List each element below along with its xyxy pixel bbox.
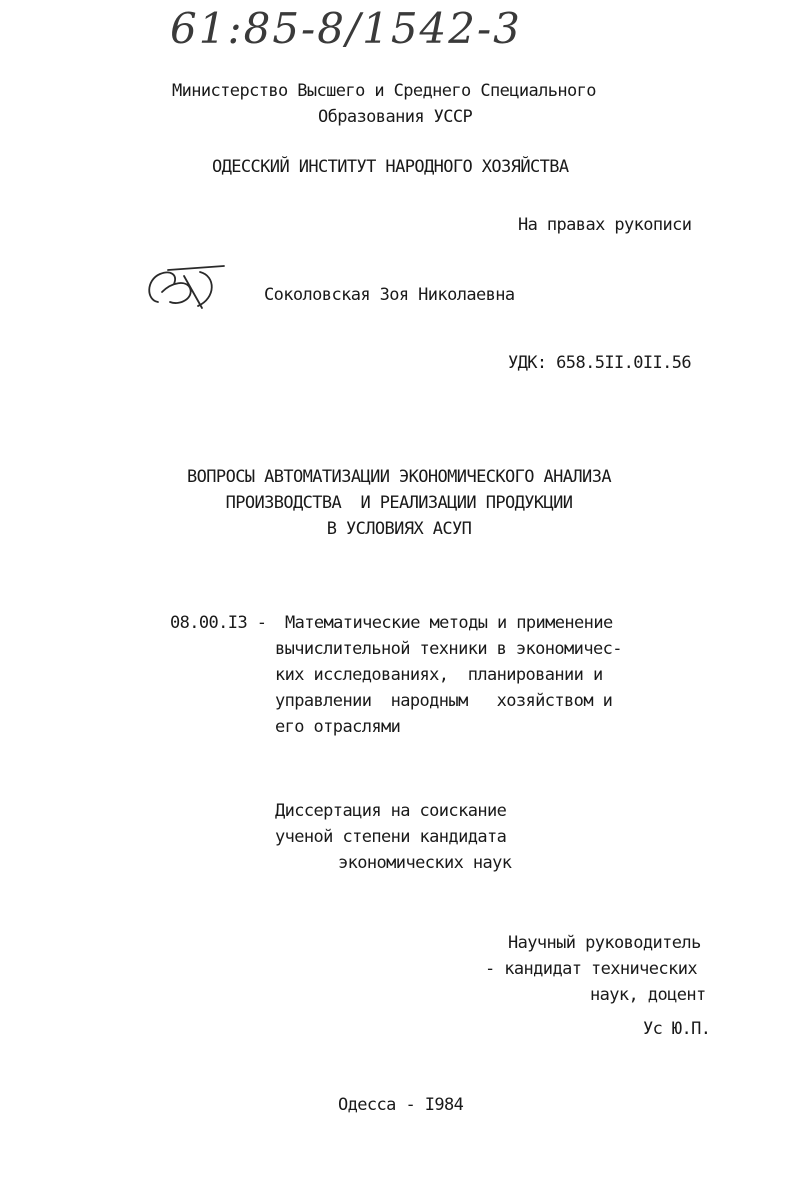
institute-name: ОДЕССКИЙ ИНСТИТУТ НАРОДНОГО ХОЗЯЙСТВА — [212, 157, 569, 177]
title-line-3: В УСЛОВИЯХ АСУП — [326, 519, 472, 539]
place-and-year: Одесса - I984 — [338, 1095, 464, 1115]
specialty-code: 08.00.I3 - — [170, 613, 267, 633]
ministry-line-2: Образования УССР — [318, 107, 473, 127]
dissertation-line-2: ученой степени кандидата — [275, 827, 507, 847]
handwritten-number: 61:85-8/1542-3 — [170, 4, 522, 53]
specialty-line-1: Математические методы и применение — [285, 613, 613, 633]
specialty-line-3: ких исследованиях, планировании и — [275, 665, 603, 685]
specialty-line-2: вычислительной техники в экономичес- — [275, 639, 622, 659]
specialty-line-5: его отраслями — [275, 717, 401, 737]
manuscript-rights: На правах рукописи — [518, 215, 692, 235]
supervisor-line-1: Научный руководитель — [508, 933, 701, 953]
author-name: Соколовская Зоя Николаевна — [264, 285, 515, 305]
dissertation-line-3: экономических наук — [338, 853, 512, 873]
specialty-line-4: управлении народным хозяйством и — [275, 691, 613, 711]
supervisor-line-2: - кандидат технических — [485, 959, 697, 979]
dissertation-line-1: Диссертация на соискание — [275, 801, 507, 821]
title-line-1: ВОПРОСЫ АВТОМАТИЗАЦИИ ЭКОНОМИЧЕСКОГО АНАЛИЗА — [187, 467, 611, 487]
ministry-line-1: Министерство Высшего и Среднего Специального — [172, 81, 596, 101]
author-signature — [140, 262, 230, 312]
udk-code: УДК: 658.5II.0II.56 — [508, 353, 692, 373]
supervisor-name: Ус Ю.П. — [643, 1019, 711, 1039]
supervisor-line-3: наук, доцент — [590, 985, 706, 1005]
title-line-2: ПРОИЗВОДСТВА И РЕАЛИЗАЦИИ ПРОДУКЦИИ — [225, 493, 573, 513]
